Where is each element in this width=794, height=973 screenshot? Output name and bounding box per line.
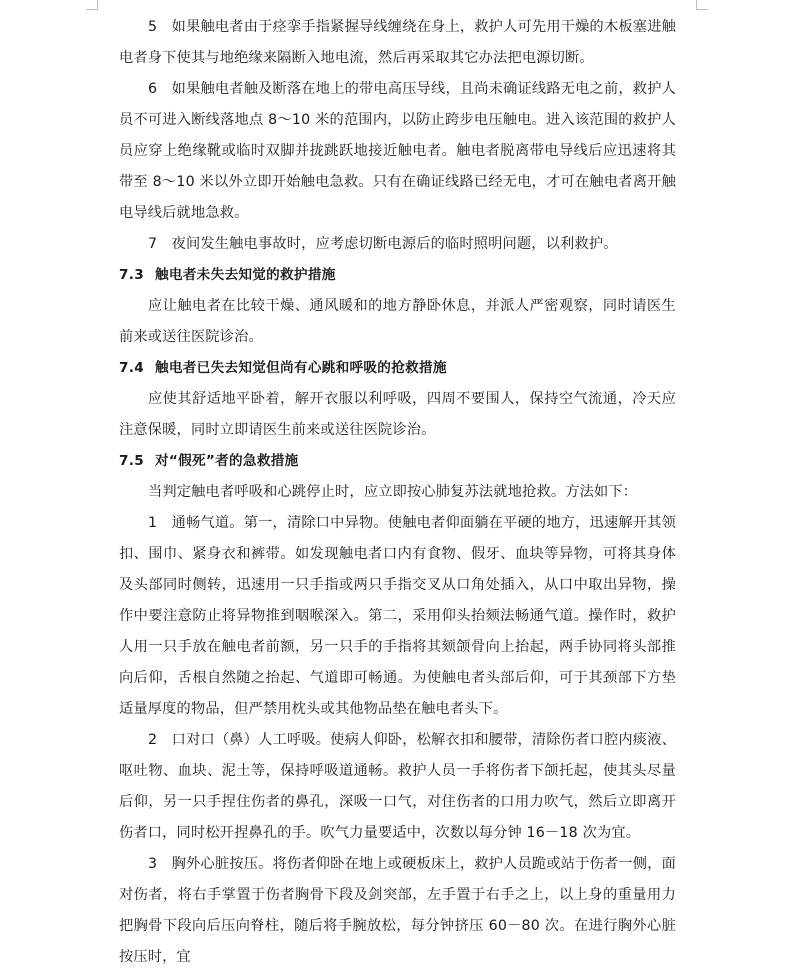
- section-heading-7-3: [119, 260, 676, 291]
- paragraph-7-5-intro: 当判定触电者呼吸和心跳停止时，应立即按心肺复苏法就地抢救。方法如下：: [148, 484, 638, 500]
- crop-mark-top-right-horizontal: [696, 9, 708, 10]
- paragraph-step-3-compression: 3 胸外心脏按压。将伤者仰卧在地上或硬板床上，救护人员跪或站于伤者一侧，面对伤者，将右手掌置于伤者胸骨下段及剑突部，左手置于右手之上，以上身的重量用力把胸骨下段向后压向脊柱，随后将手腕放松，每分钟挤压 60－80 次。在进行胸外心脏按压时，宜: [119, 856, 676, 965]
- paragraph-step-2-breathing: 2 口对口（鼻）人工呼吸。使病人仰卧，松解衣扣和腰带，清除伤者口腔内痰液、呕吐物、血块、泥土等，保持呼吸道通畅。救护人员一手将伤者下颌托起，使其头尽量后仰，另一只手捏住伤者的鼻孔，深吸一口气，对住伤者的口用力吹气，然后立即离开伤者口，同时松开捏鼻孔的手。吹气力量要适中，次数以每分钟 16－18 次为宜。: [119, 732, 676, 841]
- paragraph-item-6: 6 如果触电者触及断落在地上的带电高压导线，且尚未确证线路无电之前，救护人员不可进入断线落地点 8～10 米的范围内，以防止跨步电压触电。进入该范围的救护人员应穿上绝缘靴或临时双脚并拢跳跃地接近触电者。触电者脱离带电导线后应迅速将其带至 8～10 米以外立即开始触电急救。只有在确证线路已经无电，才可在触电者离开触电导线后就地急救。: [119, 81, 676, 221]
- paragraph-item-7: 7 夜间发生触电事故时，应考虑切断电源后的临时照明问题，以利救护。: [148, 236, 618, 252]
- section-title: 对“假死”者的急救措施: [155, 453, 299, 469]
- crop-mark-top-left-horizontal: [86, 9, 98, 10]
- section-number: 7.4: [119, 360, 144, 376]
- section-heading-7-4: [119, 353, 676, 384]
- paragraph-item-5: 5 如果触电者由于痉挛手指紧握导线缠绕在身上，救护人可先用干燥的木板塞进触电者身下使其与地绝缘来隔断入地电流，然后再采取其它办法把电源切断。: [119, 19, 676, 66]
- section-title: 触电者未失去知觉的救护措施: [155, 267, 336, 283]
- section-title: 触电者已失去知觉但尚有心跳和呼吸的抢救措施: [155, 360, 447, 376]
- section-heading-7-5: [119, 446, 676, 477]
- document-body: [119, 12, 676, 973]
- paragraph-7-4-body: 应使其舒适地平卧着，解开衣服以利呼吸，四周不要围人，保持空气流通，冷天应注意保暖，同时立即请医生前来或送往医院诊治。: [119, 391, 676, 438]
- paragraph-7-3-body: 应让触电者在比较干燥、通风暖和的地方静卧休息，并派人严密观察，同时请医生前来或送往医院诊治。: [119, 298, 676, 345]
- paragraph-step-1-airway: 1 通畅气道。第一，清除口中异物。使触电者仰面躺在平硬的地方，迅速解开其领扣、围巾、紧身衣和裤带。如发现触电者口内有食物、假牙、血块等异物，可将其身体及头部同时侧转，迅速用一只手指或两只手指交叉从口角处插入，从口中取出异物，操作中要注意防止将异物推到咽喉深入。第二，采用仰头抬颏法畅通气道。操作时，救护人用一只手放在触电者前额，另一只手的手指将其颏颌骨向上抬起，两手协同将头部推向后仰，舌根自然随之抬起、气道即可畅通。为使触电者头部后仰，可于其颈部下方垫适量厚度的物品，但严禁用枕头或其他物品垫在触电者头下。: [119, 515, 676, 717]
- section-number: 7.5: [119, 453, 144, 469]
- section-number: 7.3: [119, 267, 144, 283]
